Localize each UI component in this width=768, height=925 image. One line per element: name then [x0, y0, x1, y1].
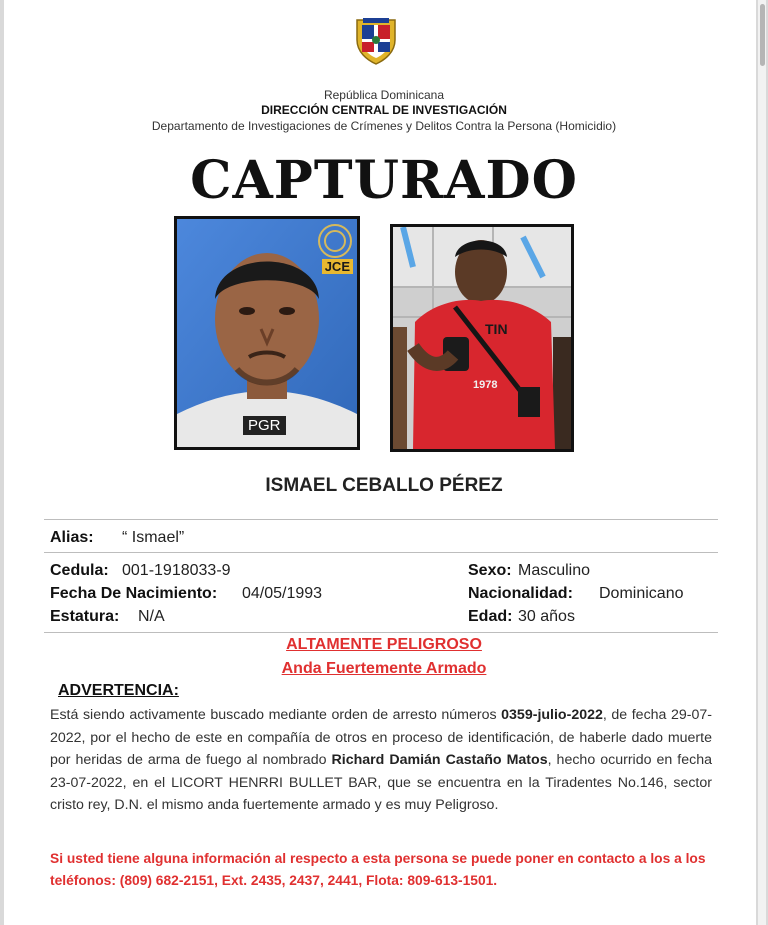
nationality-value: Dominicano: [599, 585, 684, 602]
header-country: República Dominicana: [323, 88, 445, 102]
svg-text:TIN: TIN: [485, 321, 508, 337]
dob-value: 04/05/1993: [242, 585, 323, 602]
warning-text-3: , hecho ocurrido en fecha 23-07-2022, en el LICORT HENRRI BULLET BAR, que se encuentra en la Tiradentes No.146, sector cristo rey, D.N. el mismo anda fuertemente armado y es muy Peligroso.: [50, 752, 713, 813]
police-emblem-icon: [351, 16, 401, 66]
scrollbar-thumb[interactable]: [760, 4, 765, 66]
victim-name: Richard Damián Castaño Matos: [331, 752, 548, 768]
scrollbar-track[interactable]: [758, 0, 766, 925]
arrest-order-number: 0359-julio-2022: [501, 707, 603, 723]
age-value: 30 años: [518, 608, 575, 625]
id-photo: [174, 216, 360, 450]
sex-label: Sexo:: [468, 562, 512, 579]
divider: [44, 552, 718, 553]
warning-paragraph: [50, 704, 712, 817]
sex-value: Masculino: [518, 562, 591, 579]
height-value: N/A: [138, 608, 165, 625]
jce-logo: JCE: [322, 259, 353, 274]
warning-text-2: , de fecha 29-07-2022, por el hecho de este en compañía de otros en proceso de identificación, de haberle dado muerte por heridas de arma de fuego al nombrado: [50, 707, 713, 768]
dob-label: Fecha De Nacimiento:: [50, 585, 218, 602]
contact-info: Si usted tiene alguna información al respecto a esta persona se puede poner en contacto a los a los teléfonos: (809) 682-2151, Ext. 2435, 2437, 2441, Flota: 809-613-1501.: [50, 851, 706, 888]
page-title: CAPTURADO: [190, 150, 578, 211]
shirt-number: 1978: [473, 379, 498, 391]
height-label: Estatura:: [50, 608, 120, 625]
cedula-label: Cedula:: [50, 562, 109, 579]
danger-warning: ALTAMENTE PELIGROSO: [286, 636, 482, 653]
cedula-value: 001-1918033-9: [122, 562, 231, 579]
alias-label: Alias:: [50, 529, 94, 546]
nationality-label: Nacionalidad:: [468, 585, 573, 602]
age-label: Edad:: [468, 608, 513, 625]
warning-heading: ADVERTENCIA:: [58, 682, 179, 699]
divider: [44, 519, 718, 520]
suspect-name: ISMAEL CEBALLO PÉREZ: [265, 475, 503, 496]
alias-value: “ Ismael”: [122, 529, 185, 546]
candid-photo: [390, 224, 574, 452]
divider: [44, 632, 718, 633]
warning-text-1: Está siendo activamente buscado mediante orden de arresto números: [50, 707, 502, 723]
armed-warning: Anda Fuertemente Armado: [281, 660, 487, 677]
header-agency: DIRECCIÓN CENTRAL DE INVESTIGACIÓN: [261, 103, 507, 117]
header-department: Departamento de Investigaciones de Crímenes y Delitos Contra la Persona (Homicidio): [151, 119, 617, 133]
pgr-badge: PGR: [243, 416, 286, 435]
